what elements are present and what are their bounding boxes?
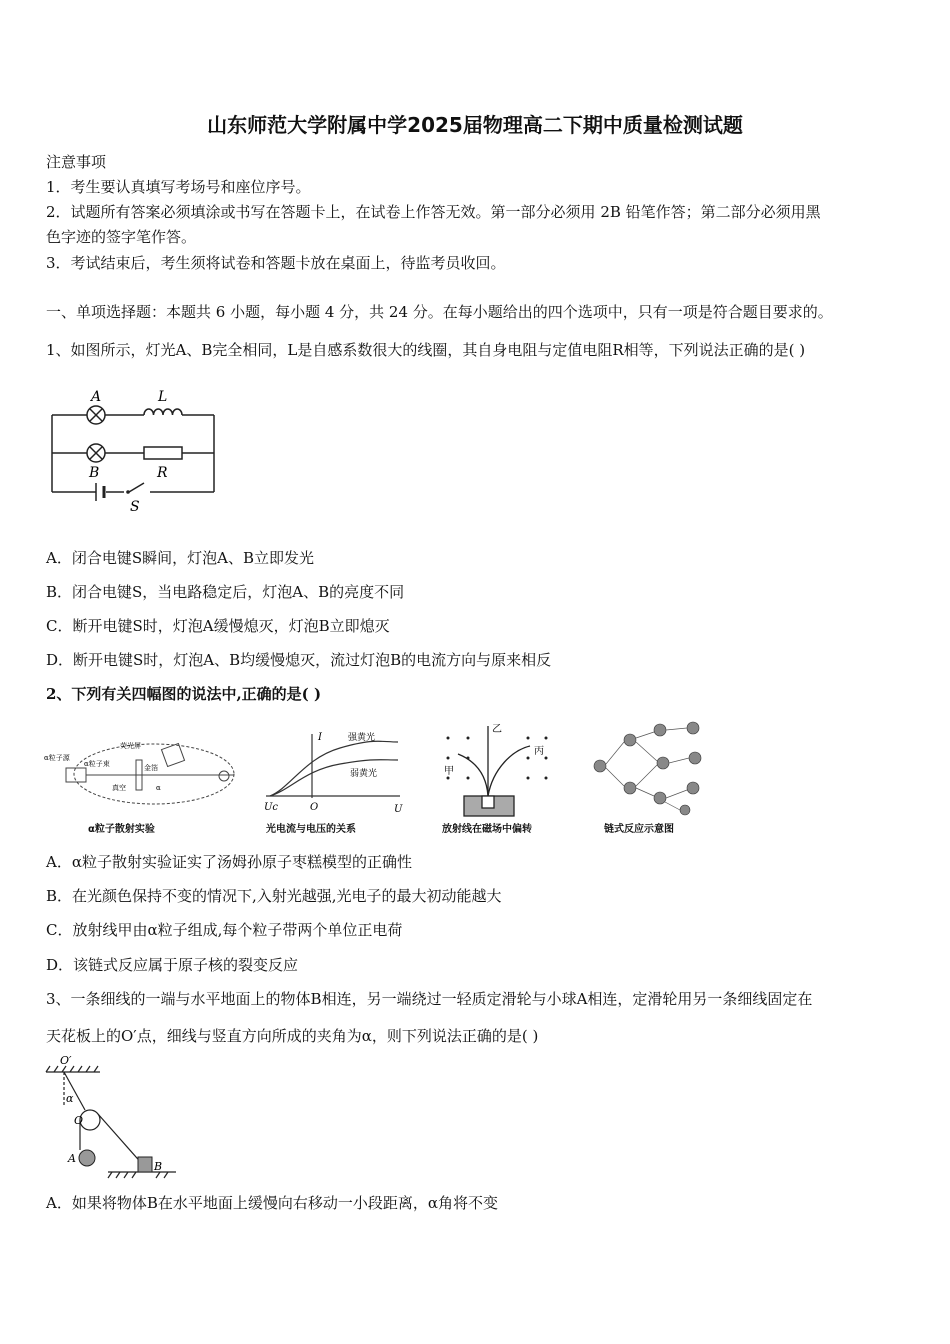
question-1-stem: 1、如图所示，灯光A、B完全相同，L是自感系数很大的线圈，其自身电阻与定值电阻R相等，下列说法正确的是( ) (46, 341, 806, 359)
q2-option-a: A．α粒子散射实验证实了汤姆孙原子枣糕模型的正确性 (46, 853, 412, 871)
question-3-stem-line1: 3、一条细线的一端与水平地面上的物体B相连，另一端绕过一轻质定滑轮与小球A相连，定滑轮用另一条细线固定在 (46, 990, 813, 1008)
notice-item: 色字迹的签字笔作答。 (46, 228, 197, 246)
q2-fig2-label-uc: Uc (264, 802, 279, 813)
q2-figure-alpha-scattering (44, 738, 244, 818)
q2-figure-radiation (438, 718, 558, 818)
q2-fig2-label-o: O (310, 802, 319, 813)
q1-label-l: L (158, 389, 168, 405)
q2-fig2-label-i: I (318, 732, 322, 743)
q2-fig1-label-screen: 荧光屏 (120, 742, 141, 750)
q2-fig2-label-weak: 弱黄光 (350, 769, 378, 779)
q2-fig2-caption: 光电流与电压的关系 (266, 824, 356, 835)
q1-label-r: R (157, 465, 168, 481)
notice-item: 2．试题所有答案必须填涂或书写在答题卡上，在试卷上作答无效。第一部分必须用 2B 铅笔作答；第二部分必须用黑 (46, 203, 821, 221)
q2-option-c: C．放射线甲由α粒子组成,每个粒子带两个单位正电荷 (46, 921, 403, 939)
q2-fig1-label-source: α粒子源 (44, 754, 70, 762)
q2-fig1-label-alpha: α (156, 784, 161, 792)
q3-pulley-figure (40, 1052, 180, 1182)
q3-label-a: A (68, 1152, 76, 1165)
q3-label-alpha: α (66, 1092, 74, 1105)
q2-figure-photocurrent (260, 728, 410, 818)
page-title: 山东师范大学附属中学2025届物理高二下期中质量检测试题 (207, 113, 743, 137)
q2-fig1-caption: α粒子散射实验 (88, 824, 155, 835)
q2-fig1-label-beam: α粒子束 (84, 760, 110, 768)
q3-label-o-prime: O′ (60, 1054, 72, 1067)
q1-option-b: B．闭合电键S，当电路稳定后，灯泡A、B的亮度不同 (46, 583, 405, 601)
q1-circuit-figure (44, 385, 224, 515)
q3-label-o: O (74, 1114, 84, 1127)
q1-label-b: B (89, 465, 100, 481)
q2-fig2-label-strong: 强黄光 (348, 733, 376, 743)
q1-label-a: A (91, 389, 102, 405)
section-heading: 一、单项选择题：本题共 6 小题，每小题 4 分，共 24 分。在每小题给出的四个选项中，只有一项是符合题目要求的。 (46, 303, 833, 321)
q2-fig3-label-bing: 丙 (534, 746, 544, 757)
q2-fig1-label-foil: 金箔 (144, 764, 158, 772)
q1-option-a: A．闭合电键S瞬间，灯泡A、B立即发光 (46, 549, 314, 567)
q2-fig3-label-jia: 甲 (444, 766, 454, 777)
notice-item: 1．考生要认真填写考场号和座位序号。 (46, 178, 311, 196)
q3-option-a: A．如果将物体B在水平地面上缓慢向右移动一小段距离，α角将不变 (46, 1194, 498, 1212)
notice-item: 3．考试结束后，考生须将试卷和答题卡放在桌面上，待监考员收回。 (46, 254, 506, 272)
q2-fig2-label-u: U (394, 804, 403, 815)
q2-figure-chain-reaction (585, 718, 715, 818)
notice-heading: 注意事项 (46, 153, 107, 171)
q1-label-s: S (130, 499, 140, 515)
q2-fig3-caption: 放射线在磁场中偏转 (442, 824, 532, 835)
q2-fig1-label-vacuum: 真空 (112, 784, 126, 792)
question-3-stem-line2: 天花板上的O′点，细线与竖直方向所成的夹角为α，则下列说法正确的是( ) (46, 1027, 539, 1045)
q2-option-b: B．在光颜色保持不变的情况下,入射光越强,光电子的最大初动能越大 (46, 887, 502, 905)
q2-option-d: D．该链式反应属于原子核的裂变反应 (46, 956, 299, 974)
question-2-stem: 2、下列有关四幅图的说法中,正确的是( ) (46, 685, 322, 703)
q3-label-b: B (154, 1160, 163, 1173)
q1-option-d: D．断开电键S时，灯泡A、B均缓慢熄灭，流过灯泡B的电流方向与原来相反 (46, 651, 552, 669)
q2-fig4-caption: 链式反应示意图 (604, 824, 674, 835)
q2-fig3-label-yi: 乙 (492, 724, 502, 735)
q1-option-c: C．断开电键S时，灯泡A缓慢熄灭，灯泡B立即熄灭 (46, 617, 390, 635)
